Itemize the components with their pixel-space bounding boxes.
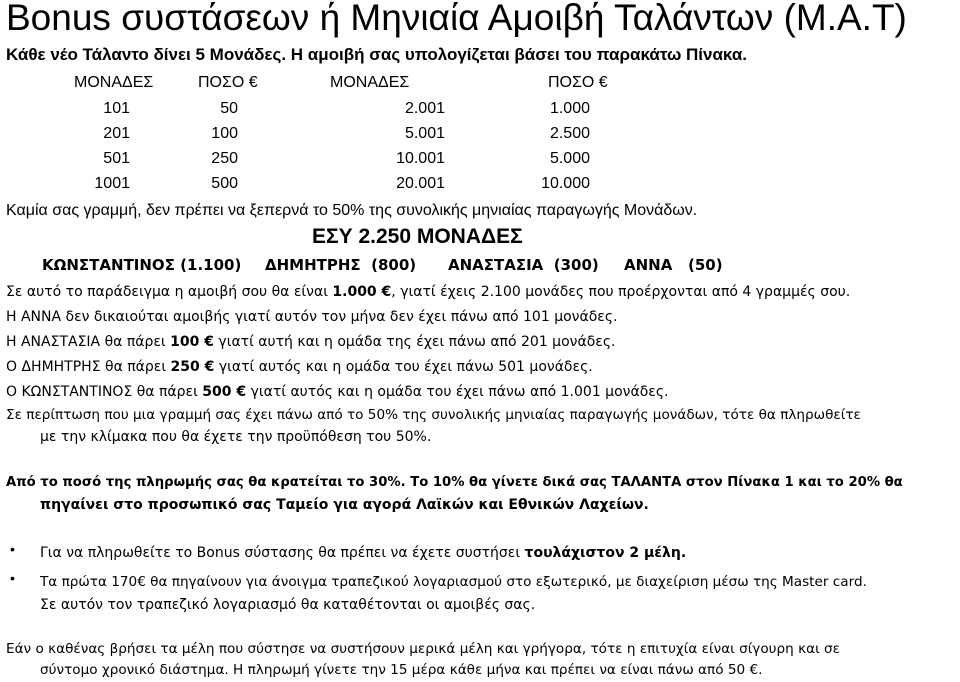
table-cell: 50	[220, 100, 238, 117]
anastasia-post: γιατί αυτή και η ομάδα της έχει πάνω από 201 μονάδες.	[213, 334, 616, 350]
anastasia-amount: 100 €	[170, 334, 214, 350]
bullet-1-text	[40, 541, 686, 565]
final-line-1: Εάν ο καθένας βρήσει τα μέλη που σύστησε να συστήσουν μερικά μέλη και γρήγορα, τότε η επιτυχία είναι σίγουρη και σε	[6, 641, 840, 657]
bullet-icon: •	[10, 570, 15, 586]
table-cell: 501	[103, 150, 130, 167]
member-units: (1.100)	[180, 256, 242, 274]
table-cell: 1001	[94, 175, 130, 192]
bullet-2-line-1: Τα πρώτα 170€ θα πηγαίνουν για άνοιγμα τραπεζικού λογαριασμού στο εξωτερικό, με διαχείριση μέσω της Master card.	[40, 574, 867, 590]
retain-line-2: πηγαίνει στο προσωπικό σας Ταμείο για αγορά Λαϊκών και Εθνικών Λαχείων.	[40, 497, 649, 513]
member-units: (300)	[553, 256, 599, 274]
header-amount-2: ΠΟΣΟ €	[548, 74, 608, 91]
esy-total: ΕΣΥ 2.250 ΜΟΝΑΔΕΣ	[312, 225, 523, 248]
table-cell: 2.500	[549, 125, 590, 142]
member-name: ΑΝΝΑ	[624, 256, 673, 274]
table-cell: 10.001	[396, 150, 445, 167]
anna-text: Η ΑΝΝΑ δεν δικαιούται αμοιβής γιατί αυτόν τον μήνα δεν έχει πάνω από 101 μονάδες.	[6, 309, 618, 325]
dimitris-text	[6, 355, 593, 379]
member-units: (800)	[371, 256, 417, 274]
example-text	[6, 280, 850, 304]
bullet-1-bold: τουλάχιστον 2 μέλη.	[524, 545, 687, 561]
konstantinos-pre: Ο ΚΩΝΣΤΑΝΤΙΝΟΣ θα πάρει	[6, 384, 203, 400]
line-rule-text: Καμία σας γραμμή, δεν πρέπει να ξεπερνά το 50% της συνολικής μηνιαίας παραγωγής Μονάδων.	[6, 202, 698, 219]
table-cell: 5.000	[549, 150, 590, 167]
name-dimitris	[265, 254, 416, 276]
name-konstantinos	[42, 254, 241, 276]
dimitris-post: γιατί αυτός και η ομάδα του έχει πάνω 501 μονάδες.	[214, 359, 593, 375]
example-post: , γιατί έχεις 2.100 μονάδες που προέρχονται από 4 γραμμές σου.	[391, 284, 851, 300]
konstantinos-amount: 500 €	[202, 384, 247, 400]
page-title: Bonus συστάσεων ή Μηνιαία Αμοιβή Ταλάντων (Μ.Α.Τ)	[6, 0, 907, 38]
bullet-2-line-2: Σε αυτόν τον τραπεζικό λογαριασμό θα καταθέτονται οι αμοιβές σας.	[40, 597, 536, 613]
table-cell: 201	[103, 125, 130, 142]
table-cell: 10.000	[541, 175, 590, 192]
header-amount-1: ΠΟΣΟ €	[198, 74, 258, 91]
header-units-1: ΜΟΝΑΔΕΣ	[74, 74, 154, 91]
anastasia-text	[6, 330, 616, 354]
table-cell: 101	[103, 100, 130, 117]
table-cell: 1.000	[549, 100, 590, 117]
table-cell: 500	[211, 175, 238, 192]
konstantinos-post: γιατί αυτός και η ομάδα του έχει πάνω από 1.001 μονάδες.	[246, 384, 669, 400]
member-name: ΑΝΑΣΤΑΣΙΑ	[448, 256, 544, 274]
name-anna	[624, 254, 723, 276]
fifty-percent-line-1: Σε περίπτωση που μια γραμμή σας έχει πάνω από το 50% της συνολικής μηνιαίας παραγωγής μονάδων, τότε θα πληρωθείτε	[6, 407, 861, 423]
konstantinos-text	[6, 380, 669, 404]
member-name: ΔΗΜΗΤΡΗΣ	[265, 256, 361, 274]
header-units-2: ΜΟΝΑΔΕΣ	[330, 74, 410, 91]
member-name: ΚΩΝΣΤΑΝΤΙΝΟΣ	[42, 256, 175, 274]
dimitris-amount: 250 €	[170, 359, 215, 375]
bullet-icon: •	[10, 541, 15, 557]
anastasia-pre: Η ΑΝΑΣΤΑΣΙΑ θα πάρει	[6, 334, 171, 350]
member-units: (50)	[688, 256, 723, 274]
table-cell: 20.001	[396, 175, 445, 192]
example-amount: 1.000 €	[332, 284, 392, 300]
dimitris-pre: Ο ΔΗΜΗΤΡΗΣ θα πάρει	[6, 359, 171, 375]
table-cell: 250	[211, 150, 238, 167]
fifty-percent-line-2: με την κλίμακα που θα έχετε την προϋπόθεση του 50%.	[40, 429, 432, 445]
retain-line-1: Από το ποσό της πληρωμής σας θα κρατείται το 30%. Το 10% θα γίνετε δικά σας ΤΑΛΑΝΤΑ στον Πίνακα 1 και το 20% θα	[6, 475, 903, 490]
table-cell: 5.001	[404, 125, 445, 142]
name-anastasia	[448, 254, 599, 276]
intro-text: Κάθε νέο Τάλαντο δίνει 5 Μονάδες. Η αμοιβή σας υπολογίζεται βάσει του παρακάτω Πίνακα.	[6, 45, 748, 64]
table-cell: 2.001	[404, 100, 445, 117]
example-pre: Σε αυτό το παράδειγμα η αμοιβή σου θα είναι	[6, 284, 333, 300]
bullet-1-pre: Για να πληρωθείτε το Bonus σύστασης θα πρέπει να έχετε συστήσει	[40, 545, 525, 561]
final-line-2: σύντομο χρονικό διάστημα. Η πληρωμή γίνετε την 15 μέρα κάθε μήνα και πρέπει να είναι πάνω από 50 €.	[40, 662, 763, 678]
table-cell: 100	[211, 125, 238, 142]
